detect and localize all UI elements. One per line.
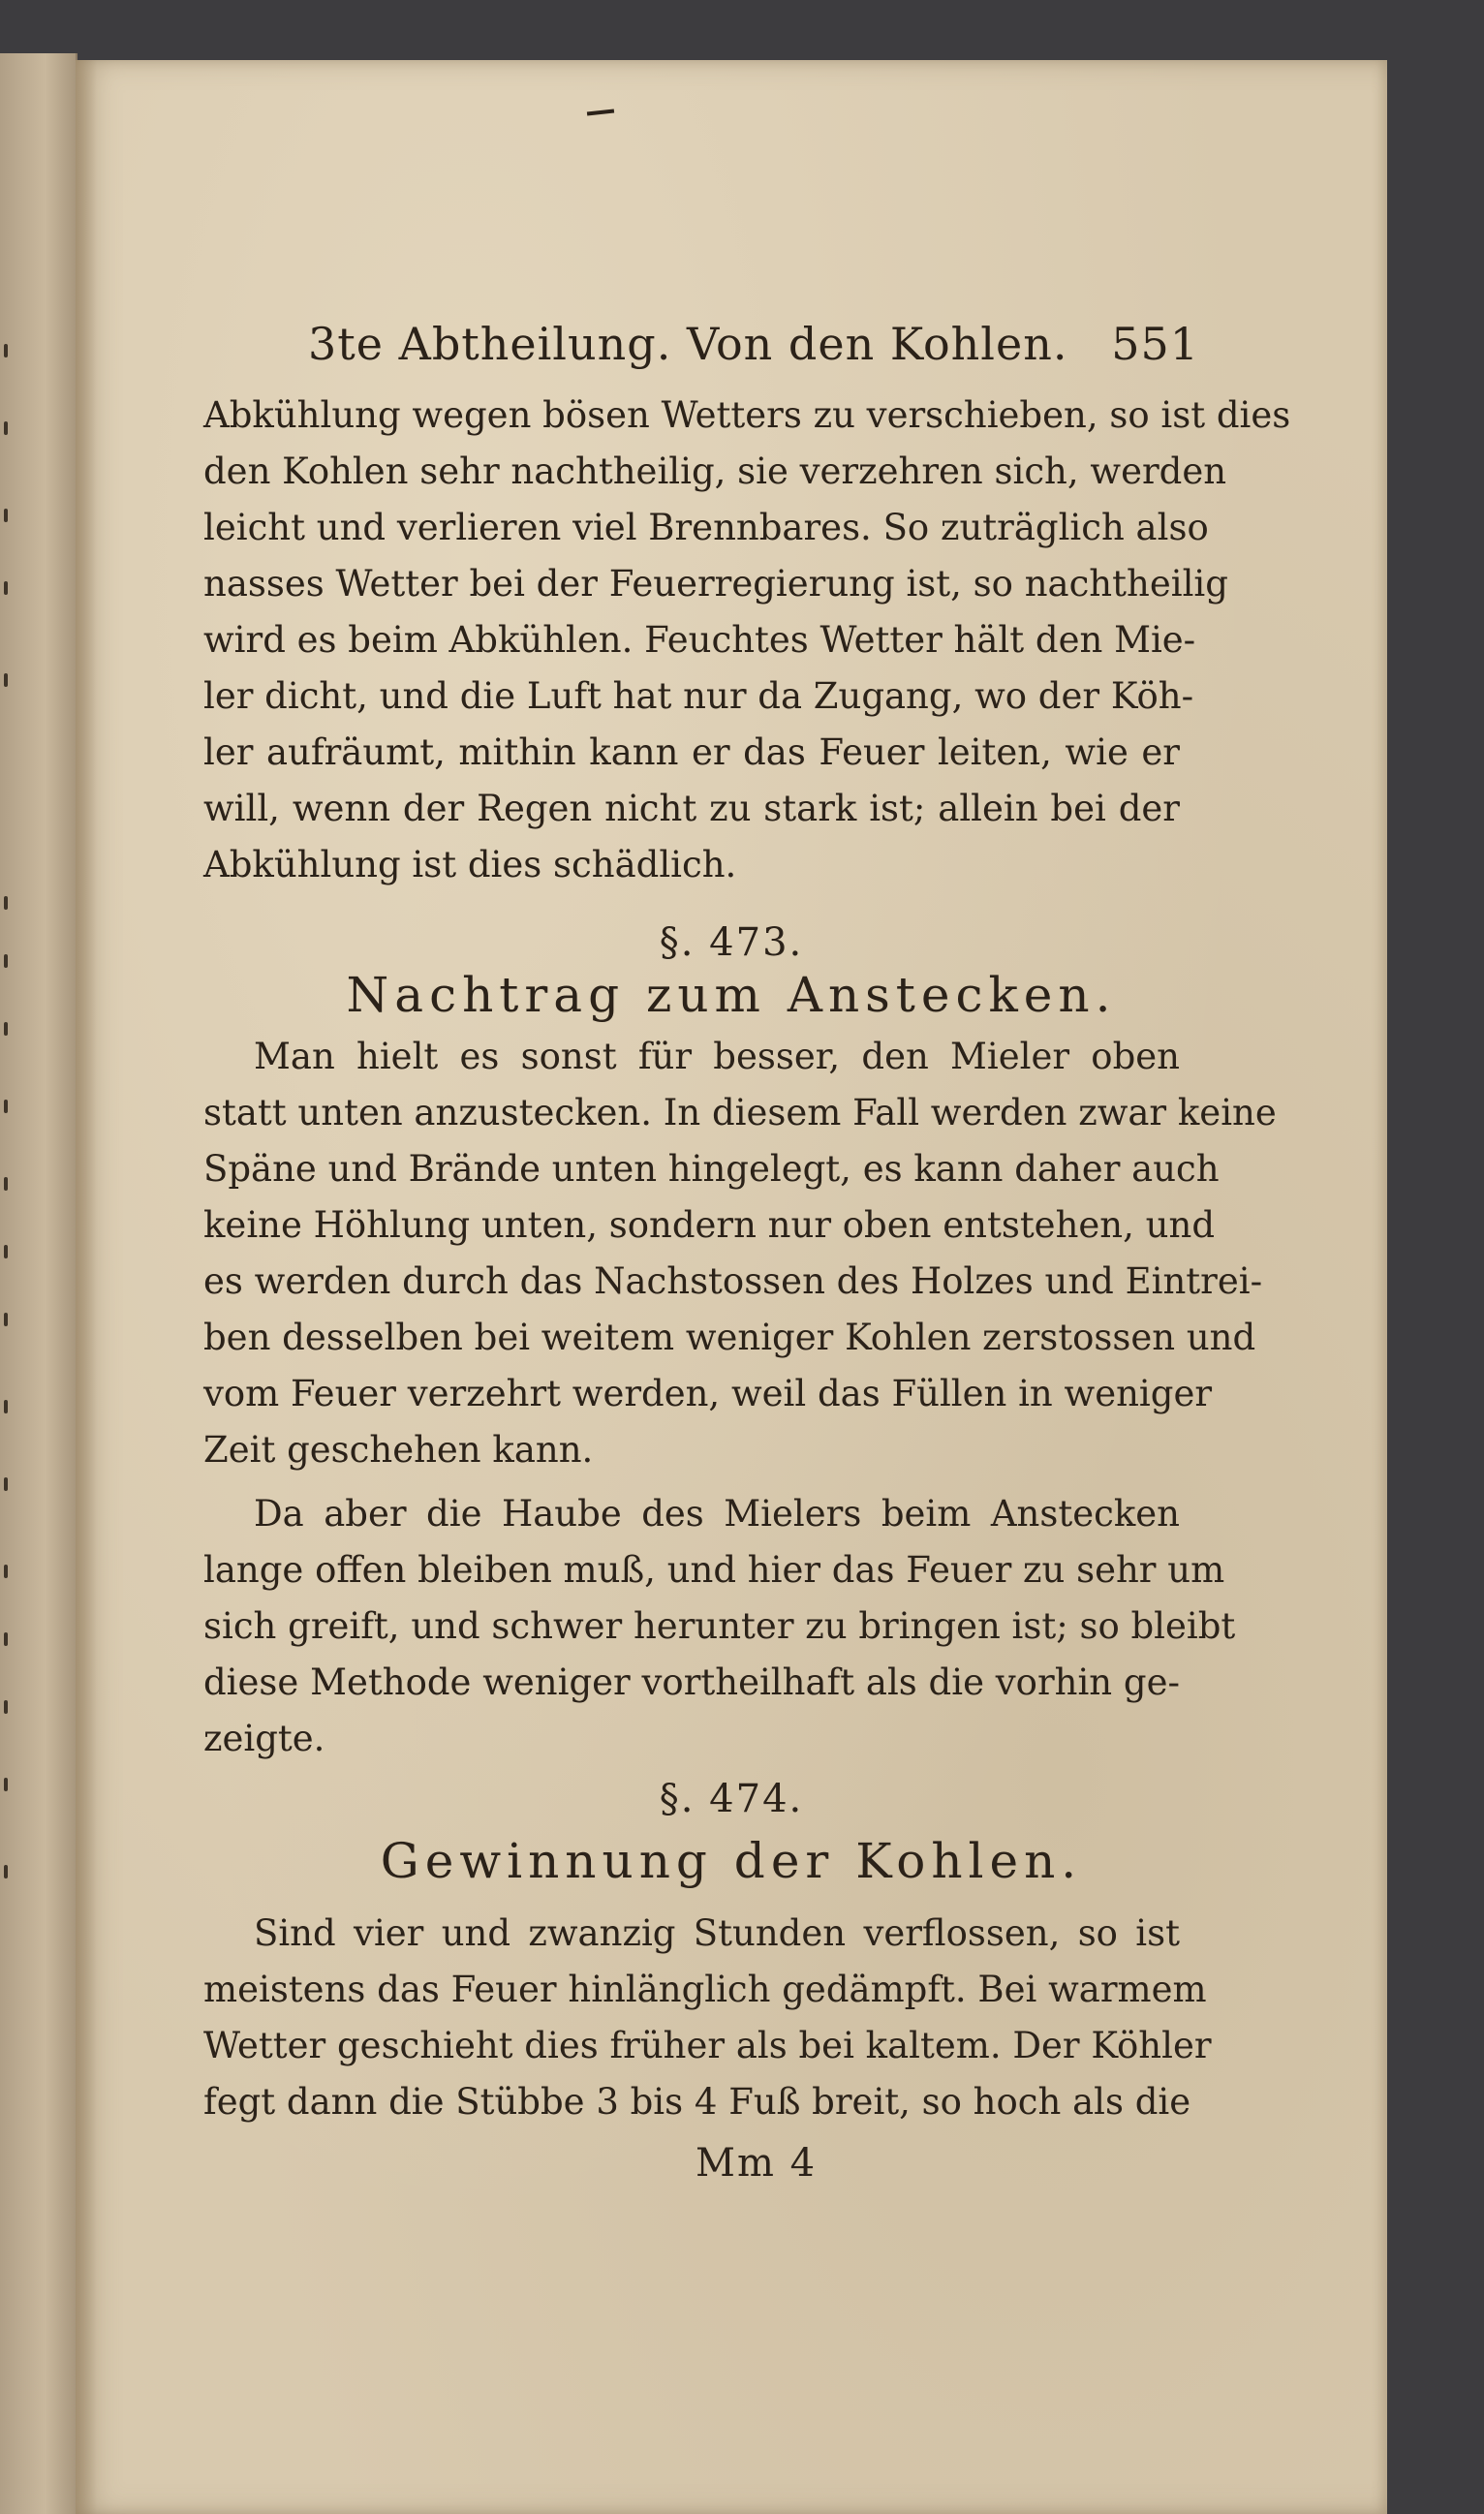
text-line: Abkühlung ist dies schädlich. (203, 844, 737, 885)
text-line: Späne und Brände unten hingelegt, es kann daher auch (203, 1148, 1220, 1190)
text-line: will, wenn der Regen nicht zu stark ist; allein bei der (203, 788, 1180, 829)
text-line: vom Feuer verzehrt werden, weil das Füllen in weniger (203, 1373, 1213, 1414)
text-line: ler dicht, und die Luft hat nur da Zugang, wo der Köh- (203, 675, 1194, 717)
ink-mark (587, 109, 614, 116)
section-473-paragraph-2 (203, 1486, 1236, 1767)
text-line: nasses Wetter bei der Feuerregierung ist, so nachtheilig (203, 563, 1228, 605)
text-line: keine Höhlung unten, sondern nur oben entstehen, und (203, 1204, 1216, 1246)
text-line: leicht und verlieren viel Brennbares. So zuträglich also (203, 507, 1209, 548)
text-line: diese Methode weniger vortheilhaft als die vorhin ge- (203, 1661, 1180, 1703)
page-number: 551 (1111, 318, 1199, 370)
text-line: sich greift, und schwer herunter zu bringen ist; so bleibt (203, 1605, 1236, 1647)
book-page (76, 60, 1387, 2514)
paragraph-top (203, 388, 1291, 893)
text-line: meistens das Feuer hinlänglich gedämpft. Bei warmem (203, 1969, 1207, 2010)
section-474-paragraph-1 (203, 1906, 1212, 2130)
previous-page-edge (0, 53, 77, 2514)
page-gutter-shadow (76, 60, 97, 2514)
text-line: lange offen bleiben muß, und hier das Feuer zu sehr um (203, 1549, 1225, 1591)
text-line: es werden durch das Nachstossen des Holzes und Eintrei- (203, 1260, 1263, 1302)
text-line: Abkühlung wegen bösen Wetters zu verschieben, so ist dies (203, 394, 1291, 436)
text-line: wird es beim Abkühlen. Feuchtes Wetter hält den Mie- (203, 619, 1196, 661)
text-line: Man hielt es sonst für besser, den Mieler oben (254, 1036, 1180, 1077)
text-line: statt unten anzustecken. In diesem Fall werden zwar keine (203, 1092, 1277, 1133)
running-title: 3te Abtheilung. Von den Kohlen. (308, 318, 1068, 370)
section-title-474: Gewinnung der Kohlen. (380, 1833, 1083, 1889)
section-number-473: §. 473. (659, 920, 804, 965)
text-line: fegt dann die Stübbe 3 bis 4 Fuß breit, so hoch als die (203, 2081, 1191, 2123)
text-line: Wetter geschieht dies früher als bei kaltem. Der Köhler (203, 2025, 1212, 2066)
section-title-473: Nachtrag zum Anstecken. (346, 967, 1117, 1023)
text-line: Zeit geschehen kann. (203, 1429, 594, 1471)
section-473-paragraph-1 (203, 1029, 1277, 1478)
text-line: Da aber die Haube des Mielers beim Anstecken (254, 1493, 1180, 1535)
text-line: ben desselben bei weitem weniger Kohlen zerstossen und (203, 1317, 1256, 1358)
signature-mark: Mm 4 (696, 2141, 818, 2186)
text-line: ler aufräumt, mithin kann er das Feuer leiten, wie er (203, 731, 1180, 773)
text-line: den Kohlen sehr nachtheilig, sie verzehren sich, werden (203, 450, 1227, 492)
text-line: Sind vier und zwanzig Stunden verflossen, so ist (254, 1912, 1180, 1954)
running-head (308, 318, 1199, 370)
text-line: zeigte. (203, 1718, 325, 1759)
section-number-474: §. 474. (659, 1777, 804, 1821)
